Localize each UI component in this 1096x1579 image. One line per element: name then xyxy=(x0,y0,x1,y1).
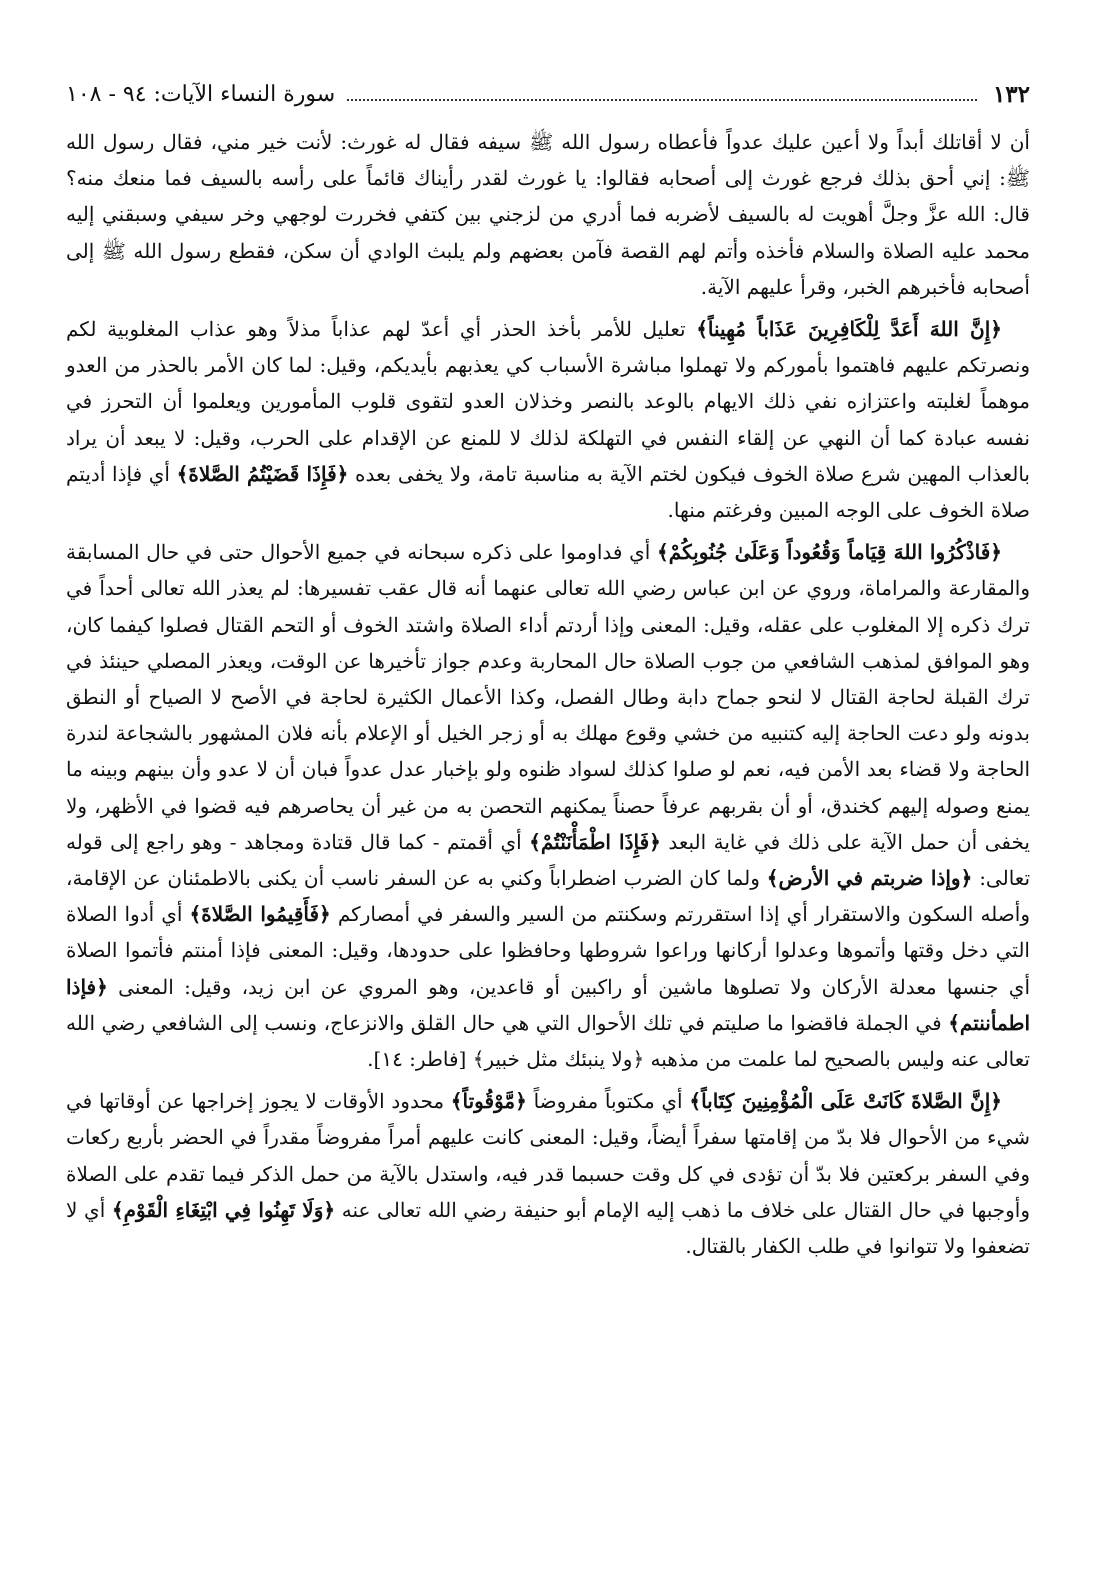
running-title: سورة النساء الآيات: ٩٤ - ١٠٨ xyxy=(66,82,336,107)
commentary-text: في الجملة فاقضوا ما صليتم في تلك الأحوال التي هي حال القلق والانزعاج، ونسب إلى الشافعي رضي الله تعالى عنه وليس بالصحيح لما علمت من مذهبه xyxy=(66,1010,1030,1072)
commentary-text: أي فداوموا على ذكره سبحانه في جميع الأحوال حتى في حال المسابقة والمقارعة والمراماة، وروي عن ابن عباس رضي الله تعالى عنهما أنه قال عقب تفسيرها: لم يعذر الله تعالى أحداً في ترك ذكره إلا المغلوب على عقله، وقيل: المعنى وإذا أردتم أداء الصلاة واشتد الخوف أو التحم القتال فصلوا كيفما كان، وهو الموافق لمذهب الشافعي من جوب الصلاة حال المحاربة وعدم جواز تأخيرها عن الوقت، ويعذر المصلي حينئذ في ترك القبلة لحاجة القتال لا لنحو جماح دابة وطال الفصل، وكذا الأعمال الكثيرة لحاجة في الأصح لا الصياح أو النطق بدونه ولو دعت الحاجة إليه كتنبيه من خشي وقوع مهلك به أو زجر الخيل أو الإعلام بأنه فلان المشهور بالشجاعة لندرة الحاجة ولا قضاء بعد الأمن فيه، نعم لو صلوا كذلك لسواد ظنوه ولو بإخبار عدل عدواً فبان أن لا عدو وأن بينهم وبينه ما يمنع وصوله إليهم كخندق، أو أن بقربهم عرفاً حصناً يمكنهم التحصن به من غير أن يحاصرهم فيه قضوا في الأظهر، ولا يخفى أن حمل الآية على ذلك في غاية البعد xyxy=(66,540,1031,854)
quran-quote: ﴿وَلَا تَهِنُوا فِي ابْتِغَاءِ الْقَوْمِ﴾ xyxy=(111,1197,336,1222)
commentary-text: تعليل للأمر بأخذ الحذر أي أعدّ لهم عذاباً مذلاً وهو عذاب المغلوبية لكم ونصرتكم عليهم فاهتموا بأموركم ولا تهملوا مباشرة الأسباب كي يعذبهم بأيديكم، وقيل: لما كان الأمر بالحذر من العدو موهماً لغلبته واعتزازه نفي ذلك الايهام بالوعد بالنصر وخذلان العدو لتقوى قلوب المأمورين ويعلموا أن التحرز في نفسه عبادة كما أن النهي عن إلقاء النفس في التهلكة لذلك لا للمنع عن الإقدام على الحرب، وقيل: لا يبعد أن يراد بالعذاب المهين شرع صلاة الخوف فيكون لختم الآية به مناسبة تامة، ولا يخفى بعده xyxy=(66,317,1030,486)
commentary-text: أي أدوا الصلاة التي دخل وقتها وأتموها وعدلوا أركانها وراعوا شروطها وحافظوا على حدودها، وقيل: المعنى فإذا أمنتم فأتموا الصلاة أي جنسها معدلة الأركان ولا تصلوها ماشين أو راكبين أو قاعدين، وهو المروي عن ابن زيد، وقيل: المعنى xyxy=(66,902,1031,999)
book-page xyxy=(66,68,1030,1548)
commentary-text: أي أقمتم - كما قال قتادة ومجاهد - وهو راجع إلى قوله تعالى: xyxy=(66,829,1031,891)
quran-quote: ﴿مَّوْقُوتاً﴾ xyxy=(450,1089,527,1114)
commentary-text: [فاطر: ١٤]. xyxy=(367,1047,473,1072)
commentary-text: ولما كان الضرب اضطراباً وكني به عن السفر ناسب أن يكنى بالاطمئنان عن الإقامة، وأصله السكون والاستقرار أي إذا استقررتم وسكنتم من السير والسفر في أمصاركم xyxy=(66,866,1030,927)
page-number: ١٣٢ xyxy=(992,81,1030,108)
paragraph xyxy=(66,124,1030,305)
quran-quote: ﴿فَاذْكُرُوا اللهَ قِيَاماً وَقُعُوداً وَعَلَىٰ جُنُوبِكُمْ﴾ xyxy=(657,540,1002,565)
quran-quote: ﴿فإذا اطمأننتم﴾ xyxy=(66,974,1030,1035)
commentary-text: أي فإذا أديتم صلاة الخوف على الوجه المبين وفرغتم منها. xyxy=(66,461,1030,523)
commentary-text: أي مكتوباً مفروضاً xyxy=(526,1089,690,1114)
quran-quote: ﴿فَإِذَا اطْمَأْنَنْتُمْ﴾ xyxy=(529,829,661,854)
page-header xyxy=(66,68,1030,110)
quran-quote: ﴿فَإِذَا قَضَيْتُمُ الصَّلاةَ﴾ xyxy=(176,461,349,486)
commentary-text: محدود الأوقات لا يجوز إخراجها عن أوقاتها في شيء من الأحوال فلا بدّ من إقامتها سفراً أيضاً، وقيل: المعنى كانت عليهم أمراً مفروضاً مقدراً في الحضر بأربع ركعات وفي السفر بركعتين فلا بدّ أن تؤدى في كل وقت حسبما قدر فيه، واستدل بالآية من حمل الذكر فيما تقدم على الصلاة وأوجبها في حال القتال على خلاف ما ذهب إليه الإمام أبو حنيفة رضي الله تعالى عنه xyxy=(66,1089,1030,1222)
quran-quote: ﴿إِنَّ اللهَ أَعَدَّ لِلْكَافِرِينَ عَذَاباً مُهِيناً﴾ xyxy=(696,317,1002,342)
dotted-leader xyxy=(347,99,977,101)
quran-quote: ﴿وإذا ضربتم في الأرض﴾ xyxy=(766,866,973,891)
commentary-text: ﴿ولا ينبئك مثل خبير﴾ xyxy=(472,1047,645,1072)
body-text xyxy=(66,124,1030,1264)
paragraph xyxy=(66,1083,1030,1264)
commentary-text: أي لا تضعفوا ولا تتوانوا في طلب الكفار بالقتال. xyxy=(66,1197,1030,1259)
paragraph xyxy=(66,311,1030,528)
quran-quote: ﴿إِنَّ الصَّلاةَ كَانَتْ عَلَى الْمُؤْمِنِينَ كِتَاباً﴾ xyxy=(689,1089,1002,1114)
commentary-text: أن لا أقاتلك أبداً ولا أعين عليك عدواً فأعطاه رسول الله ﷺ سيفه فقال له غورث: لأنت خير مني، فقال رسول الله ﷺ: إني أحق بذلك فرجع غورث إلى أصحابه فقالوا: يا غورث لقدر رأيناك قائماً على رأسه بالسيف فما منعك منه؟ قال: الله عزَّ وجلَّ أهويت له بالسيف لأضربه فما أدري من لزجني بين كتفي فخررت لوجهي وخر سيفي وسبقني إليه محمد عليه الصلاة والسلام فأخذه وأتم لهم القصة فآمن بعضهم ولم يلبث الوادي أن سكن، فقطع رسول الله ﷺ إلى أصحابه فأخبرهم الخبر، وقرأ عليهم الآية. xyxy=(66,130,1030,299)
paragraph xyxy=(66,534,1030,1077)
quran-quote: ﴿فَأَقِيمُوا الصَّلاةَ﴾ xyxy=(189,902,331,927)
